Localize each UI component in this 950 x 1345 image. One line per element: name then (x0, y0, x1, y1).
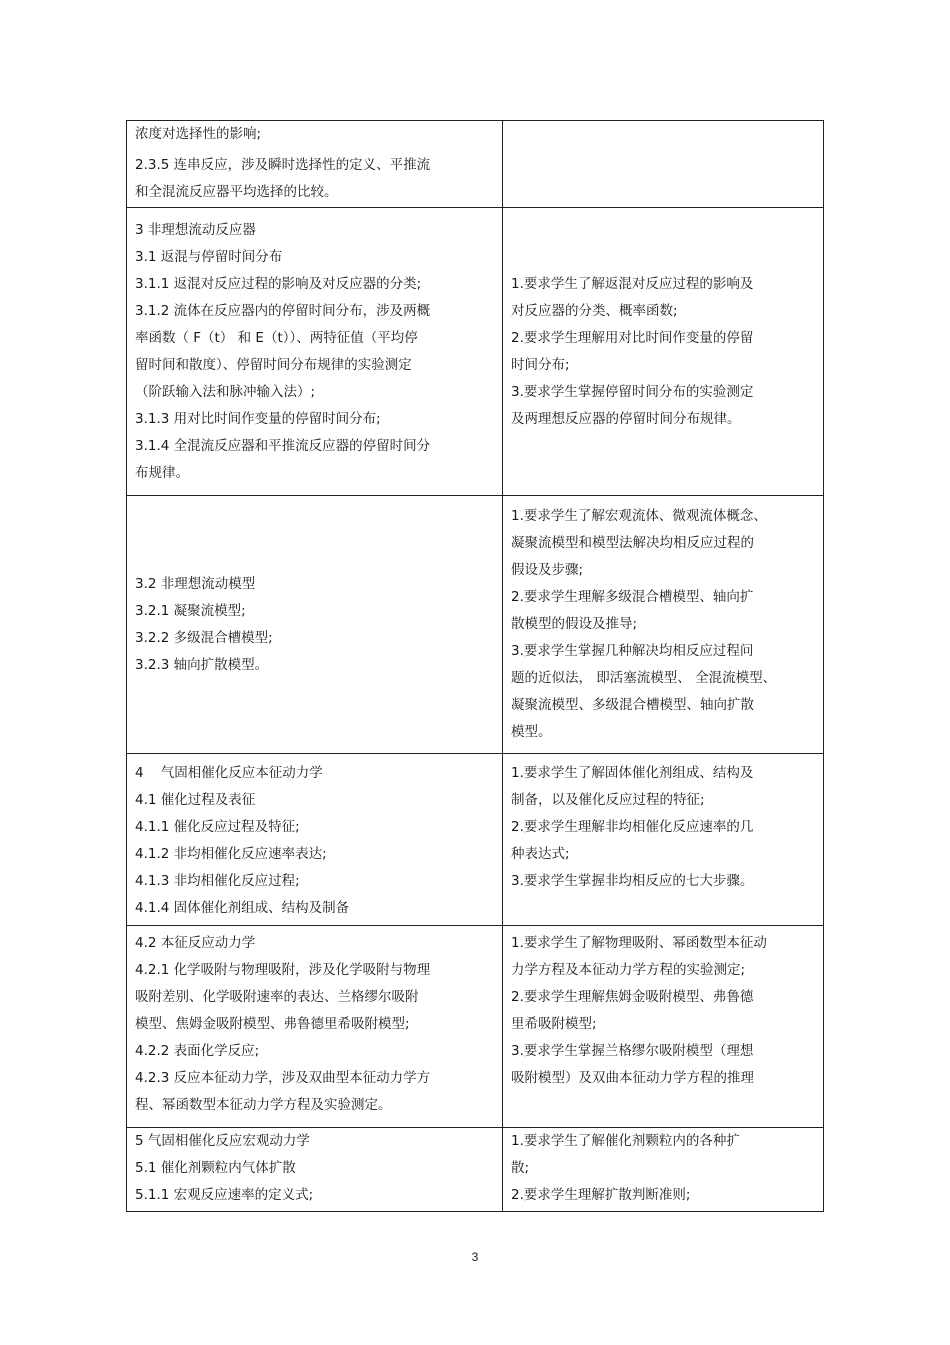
requirement-line: 3.要求学生掌握几种解决均相反应过程问 (511, 643, 754, 659)
content-line: 4.2.3 反应本征动力学，涉及双曲型本征动力学方 (135, 1070, 431, 1086)
content-cell (127, 496, 503, 754)
content-line: 4 气固相催化反应本征动力学 (135, 765, 323, 781)
page-number: 3 (471, 1250, 479, 1264)
content-cell (127, 926, 503, 1128)
syllabus-table (126, 120, 824, 1212)
content-cell (127, 121, 503, 208)
requirement-line: 凝聚流模型、多级混合槽模型、轴向扩散 (511, 697, 754, 713)
content-cell (127, 754, 503, 926)
requirement-line: 2.要求学生理解扩散判断准则; (511, 1187, 691, 1203)
content-line: 4.1.1 催化反应过程及特征; (135, 819, 300, 835)
requirement-line: 假设及步骤; (511, 562, 584, 578)
requirement-cell (503, 121, 824, 208)
content-line: 4.2.1 化学吸附与物理吸附，涉及化学吸附与物理 (135, 962, 431, 978)
content-line: 程、幂函数型本征动力学方程及实验测定。 (135, 1097, 392, 1113)
requirement-line: 模型。 (511, 724, 552, 740)
requirement-line: 制备，以及催化反应过程的特征; (511, 792, 705, 808)
content-line: 5.1.1 宏观反应速率的定义式; (135, 1187, 314, 1203)
content-line: 率函数（ F（t） 和 E（t））、两特征值（平均停 (135, 329, 418, 346)
requirement-line: 吸附模型）及双曲本征动力学方程的推理 (511, 1070, 754, 1086)
content-line: 2.3.5 连串反应，涉及瞬时选择性的定义、平推流 (135, 157, 431, 173)
content-line: 浓度对选择性的影响; (135, 126, 262, 142)
content-line: 3.2 非理想流动模型 (135, 575, 256, 592)
content-line: 3.1.1 返混对反应过程的影响及对反应器的分类; (135, 275, 422, 292)
requirement-line: 对反应器的分类、概率函数; (511, 302, 678, 319)
content-line: 3.1.2 流体在反应器内的停留时间分布，涉及两概 (135, 302, 431, 319)
requirement-line: 3.要求学生掌握非均相反应的七大步骤。 (511, 873, 754, 889)
requirement-line: 2.要求学生理解焦姆金吸附模型、弗鲁德 (511, 989, 754, 1005)
content-line: 3.2.3 轴向扩散模型。 (135, 656, 269, 673)
requirement-line: 2.要求学生理解多级混合槽模型、轴向扩 (511, 589, 754, 605)
requirement-line: 2.要求学生理解非均相催化反应速率的几 (511, 819, 754, 835)
content-line: 3.1.4 全混流反应器和平推流反应器的停留时间分 (135, 437, 431, 454)
table-row (127, 926, 824, 1128)
requirement-line: 3.要求学生掌握兰格缪尔吸附模型（理想 (511, 1043, 754, 1059)
content-line: 4.2.2 表面化学反应; (135, 1043, 260, 1059)
requirement-line: 里希吸附模型; (511, 1016, 597, 1032)
requirement-line: 种表达式; (511, 846, 570, 862)
requirement-line: 2.要求学生理解用对比时间作变量的停留 (511, 329, 754, 346)
requirement-line: 散模型的假设及推导; (511, 616, 638, 632)
table-row (127, 1128, 824, 1212)
requirement-line: 1.要求学生了解宏观流体、微观流体概念、 (511, 508, 767, 524)
requirement-line: 时间分布; (511, 356, 570, 373)
content-line: 3.1 返混与停留时间分布 (135, 248, 283, 265)
content-line: 5 气固相催化反应宏观动力学 (135, 1133, 310, 1149)
requirement-line: 1.要求学生了解物理吸附、幂函数型本征动 (511, 935, 767, 951)
content-cell (127, 1128, 503, 1212)
requirement-line: 题的近似法， 即活塞流模型、 全混流模型、 (511, 670, 777, 686)
requirement-cell (503, 1128, 824, 1212)
requirement-cell (503, 926, 824, 1128)
content-line: 3.1.3 用对比时间作变量的停留时间分布; (135, 410, 381, 427)
requirement-line: 力学方程及本征动力学方程的实验测定; (511, 962, 746, 978)
content-line: 4.1.4 固体催化剂组成、结构及制备 (135, 900, 350, 916)
content-cell (127, 208, 503, 496)
content-line: （阶跃输入法和脉冲输入法）; (135, 383, 316, 400)
requirement-line: 凝聚流模型和模型法解决均相反应过程的 (511, 535, 754, 551)
requirement-line: 散; (511, 1160, 530, 1176)
table-row (127, 754, 824, 926)
requirement-line: 1.要求学生了解催化剂颗粒内的各种扩 (511, 1133, 740, 1149)
requirement-line: 3.要求学生掌握停留时间分布的实验测定 (511, 383, 754, 400)
content-line: 4.1.2 非均相催化反应速率表达; (135, 846, 327, 862)
content-line: 4.1 催化过程及表征 (135, 792, 256, 808)
requirement-cell (503, 208, 824, 496)
content-line: 5.1 催化剂颗粒内气体扩散 (135, 1160, 296, 1176)
content-line: 4.1.3 非均相催化反应过程; (135, 873, 300, 889)
requirement-line: 及两理想反应器的停留时间分布规律。 (511, 410, 741, 427)
content-line: 模型、焦姆金吸附模型、弗鲁德里希吸附模型; (135, 1016, 410, 1032)
requirement-line: 1.要求学生了解固体催化剂组成、结构及 (511, 765, 754, 781)
requirement-cell (503, 496, 824, 754)
content-line: 吸附差别、化学吸附速率的表达、兰格缪尔吸附 (135, 989, 419, 1005)
content-line: 3.2.2 多级混合槽模型; (135, 629, 273, 646)
table-row (127, 496, 824, 754)
table-row (127, 208, 824, 496)
content-line: 3 非理想流动反应器 (135, 221, 256, 238)
table-row (127, 121, 824, 208)
content-line: 3.2.1 凝聚流模型; (135, 602, 246, 619)
requirement-line: 1.要求学生了解返混对反应过程的影响及 (511, 275, 754, 292)
content-line: 留时间和散度）、停留时间分布规律的实验测定 (135, 356, 412, 373)
content-line: 4.2 本征反应动力学 (135, 935, 256, 951)
requirement-cell (503, 754, 824, 926)
content-line: 和全混流反应器平均选择的比较。 (135, 184, 338, 200)
content-line: 布规律。 (135, 464, 189, 481)
